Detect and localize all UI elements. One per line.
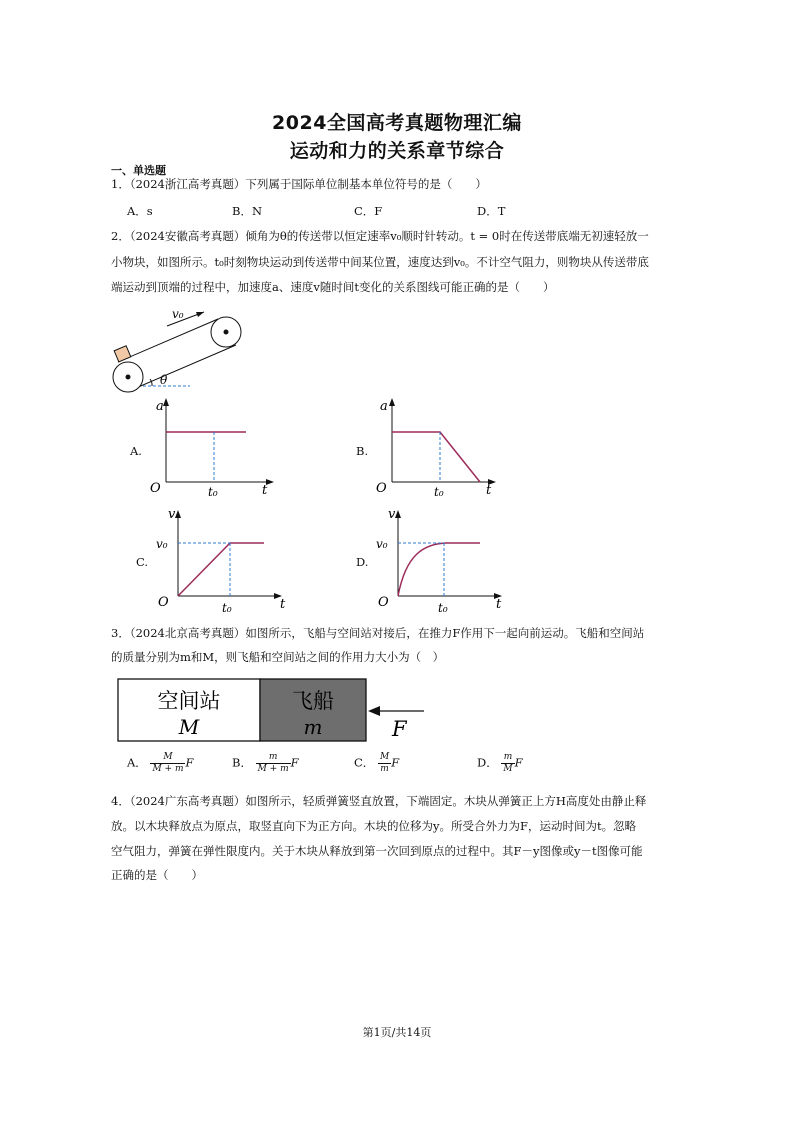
- spaceship-mass: m: [303, 715, 323, 739]
- t0-label: t₀: [434, 485, 444, 499]
- theta-label: θ: [160, 373, 168, 387]
- q2-graph-a: [148, 394, 278, 500]
- q2-graph-c: [156, 504, 296, 616]
- origin-label: O: [376, 481, 387, 496]
- velocity-arrowhead: [196, 312, 204, 317]
- q1-option-d: D．T: [477, 204, 506, 218]
- y-axis-arrow: [175, 510, 181, 518]
- space-station-mass: M: [178, 715, 200, 739]
- y-axis-label: a: [156, 399, 164, 414]
- q2-option-b-label: B.: [356, 444, 369, 458]
- q1-option-a: A．s: [127, 204, 153, 218]
- small-block: [114, 346, 131, 362]
- origin-label: O: [378, 595, 389, 610]
- top-roller-axle: [224, 330, 229, 335]
- space-station-label: 空间站: [157, 689, 221, 713]
- angle-arc: [150, 379, 152, 386]
- q2-stem-line2: 小物块，如图所示。t₀时刻物块运动到传送带中间某位置，速度达到v₀。不计空气阻力，则物块从传送带底: [111, 255, 649, 269]
- q4-stem-line2: 放。以木块释放点为原点，取竖直向下为正方向。木块的位移为y。所受合外力为F，运动时间为t。忽略: [111, 819, 637, 833]
- q4-stem-line1: 4．（2024广东高考真题）如图所示，轻质弹簧竖直放置，下端固定。木块从弹簧正上方H高度处由静止释: [111, 794, 647, 808]
- q4-stem-line3: 空气阻力，弹簧在弹性限度内。关于木块从释放到第一次回到原点的过程中。其F－y图像或y－t图像可能: [111, 844, 643, 858]
- page-subtitle: 运动和力的关系章节综合: [289, 140, 505, 162]
- x-axis-label: t: [280, 597, 286, 612]
- bottom-roller-axle: [126, 375, 131, 380]
- q3-option-a: A． $\frac{M}{M + m}$ F: [127, 752, 194, 774]
- origin-label: O: [158, 595, 169, 610]
- y-axis-label: a: [380, 399, 388, 414]
- x-axis-label: t: [262, 483, 268, 498]
- q4-stem-line4: 正确的是（ ）: [111, 868, 203, 882]
- q2-graph-b: [374, 394, 504, 500]
- v0-label: v₀: [156, 537, 168, 551]
- page-footer: 第1页/共14页: [362, 1026, 432, 1039]
- spaceship-label: 飞船: [292, 689, 334, 713]
- q3-stem-line1: 3．（2024北京高考真题）如图所示，飞船与空间站对接后，在推力F作用下一起向前运动。飞船和空间站: [111, 626, 645, 640]
- series-curve: [398, 543, 480, 596]
- force-arrowhead: [368, 706, 380, 716]
- t0-label: t₀: [438, 601, 448, 615]
- q2-graph-d: [376, 504, 516, 616]
- q1-stem: 1．（2024浙江高考真题）下列属于国际单位制基本单位符号的是（ ）: [111, 177, 487, 191]
- x-axis-label: t: [486, 483, 492, 498]
- x-axis-label: t: [496, 597, 502, 612]
- q1-option-b: B．N: [232, 204, 263, 218]
- q2-stem-line3: 端运动到顶端的过程中，加速度a、速度v随时间t变化的关系图线可能正确的是（ ）: [111, 280, 555, 294]
- v0-label: v₀: [376, 537, 388, 551]
- t0-label: t₀: [222, 601, 232, 615]
- q3-option-b: B． $\frac{m}{M + m}$ F: [232, 752, 299, 774]
- page-title: 2024全国高考真题物理汇编: [272, 112, 522, 134]
- origin-label: O: [150, 481, 161, 496]
- t0-label: t₀: [208, 485, 218, 499]
- q3-option-d: D． $\frac{m}{M}$ F: [477, 752, 523, 774]
- q1-option-c: C．F: [354, 204, 383, 218]
- q2-option-a-label: A.: [130, 444, 142, 458]
- q2-option-d-label: D.: [356, 555, 369, 569]
- series-line: [392, 432, 480, 482]
- y-axis-arrow: [395, 510, 401, 518]
- v0-label: v₀: [172, 307, 184, 321]
- force-label: F: [392, 717, 407, 741]
- section-heading: 一、单选题: [111, 164, 166, 177]
- series-line: [178, 543, 264, 596]
- q2-stem-line1: 2．（2024安徽高考真题）倾角为θ的传送带以恒定速率v₀顺时针转动。t = 0时在传送带底端无初速轻放一: [111, 229, 649, 243]
- q2-option-c-label: C.: [136, 555, 149, 569]
- y-axis-arrow: [163, 398, 169, 406]
- y-axis-label: v: [388, 507, 396, 522]
- y-axis-arrow: [389, 398, 395, 406]
- conveyor-belt-figure: [100, 302, 260, 394]
- q3-option-c: C． $\frac{M}{m}$ F: [354, 752, 400, 774]
- q3-stem-line2: 的质量分别为m和M，则飞船和空间站之间的作用力大小为（ ）: [111, 650, 445, 664]
- docking-figure: [116, 676, 436, 746]
- y-axis-label: v: [168, 507, 176, 522]
